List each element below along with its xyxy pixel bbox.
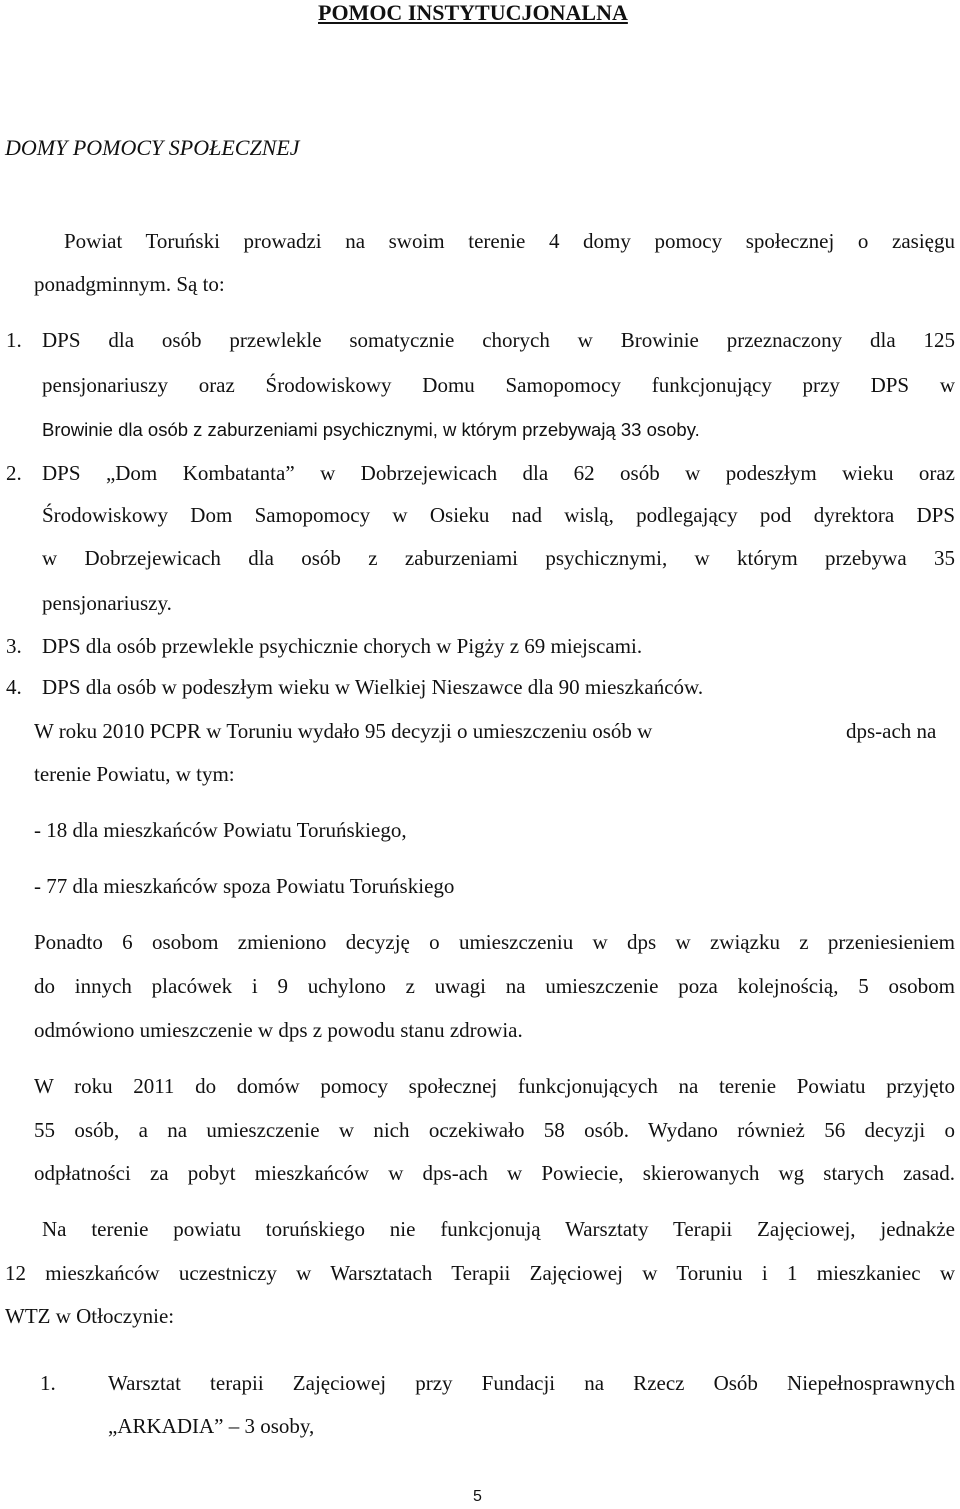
decisions-bullet-1: - 18 dla mieszkańców Powiatu Toruńskiego,	[34, 818, 407, 842]
list-item-line: w Dobrzejewicach dla osób z zaburzeniami psychicznymi, w którym przebywa 35	[42, 546, 955, 570]
paragraph-line: 12 mieszkańców uczestniczy w Warsztatach Terapii Zajęciowej w Toruniu i 1 mieszkaniec w	[5, 1261, 955, 1285]
list-item-line: DPS dla osób przewlekle psychicznie chorych w Pigży z 69 miejscami.	[42, 634, 643, 658]
paragraph-line: Na terenie powiatu toruńskiego nie funkcjonują Warsztaty Terapii Zajęciowej, jednakże	[42, 1217, 955, 1241]
list-item-number: 1.	[6, 328, 22, 352]
list-item-number: 2.	[6, 461, 22, 485]
list-item-number: 3.	[6, 634, 22, 658]
intro-line-2: ponadgminnym. Są to:	[34, 272, 225, 296]
list-item-number: 1.	[40, 1371, 56, 1395]
decisions-line-1-right: dps-ach na	[846, 719, 937, 743]
list-item-number: 4.	[6, 675, 22, 699]
list-item-line: DPS dla osób w podeszłym wieku w Wielkiej Nieszawce dla 90 mieszkańców.	[42, 675, 704, 699]
list-item-line: Środowiskowy Dom Samopomocy w Osieku nad wislą, podlegający pod dyrektora DPS	[42, 503, 955, 527]
paragraph-line: Ponadto 6 osobom zmieniono decyzję o umieszczeniu w dps w związku z przeniesieniem	[34, 930, 955, 954]
list-item-line: pensjonariuszy oraz Środowiskowy Domu Samopomocy funkcjonujący przy DPS w	[42, 373, 955, 397]
paragraph-line: W roku 2011 do domów pomocy społecznej funkcjonujących na terenie Powiatu przyjęto	[34, 1074, 955, 1098]
list-item-line: Browinie dla osób z zaburzeniami psychicznymi, w którym przebywają 33 osoby.	[42, 419, 700, 440]
paragraph-line: 55 osób, a na umieszczenie w nich oczekiwało 58 osób. Wydano również 56 decyzji o	[34, 1118, 955, 1142]
list-item-line: pensjonariuszy.	[42, 591, 172, 615]
paragraph-line: do innych placówek i 9 uchylono z uwagi na umieszczenie poza kolejnością, 5 osobom	[34, 974, 955, 998]
decisions-bullet-2: - 77 dla mieszkańców spoza Powiatu Toruńskiego	[34, 874, 455, 898]
list-item-line: „ARKADIA” – 3 osoby,	[108, 1414, 315, 1438]
paragraph-line: odmówiono umieszczenie w dps z powodu stanu zdrowia.	[34, 1018, 523, 1042]
paragraph-line: WTZ w Otłoczynie:	[5, 1304, 175, 1328]
intro-line-1: Powiat Toruński prowadzi na swoim terenie 4 domy pomocy społecznej o zasięgu	[64, 229, 955, 253]
page-number: 5	[473, 1488, 482, 1505]
page-title: POMOC INSTYTUCJONALNA	[318, 0, 628, 25]
list-item-line: DPS „Dom Kombatanta” w Dobrzejewicach dla 62 osób w podeszłym wieku oraz	[42, 461, 955, 485]
list-item-line: Warsztat terapii Zajęciowej przy Fundacji na Rzecz Osób Niepełnosprawnych	[108, 1371, 955, 1395]
paragraph-line: odpłatności za pobyt mieszkańców w dps-ach w Powiecie, skierowanych wg starych zasad.	[34, 1161, 955, 1185]
section-subtitle: DOMY POMOCY SPOŁECZNEJ	[5, 135, 300, 160]
decisions-line-1-left: W roku 2010 PCPR w Toruniu wydało 95 decyzji o umieszczeniu osób w	[34, 719, 653, 743]
decisions-line-2: terenie Powiatu, w tym:	[34, 762, 235, 786]
list-item-line: DPS dla osób przewlekle somatycznie chorych w Browinie przeznaczony dla 125	[42, 328, 955, 352]
